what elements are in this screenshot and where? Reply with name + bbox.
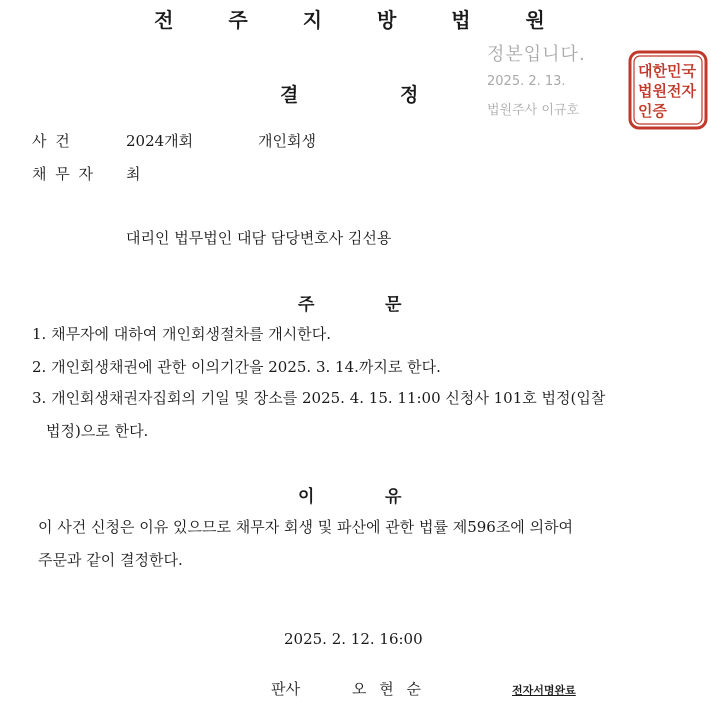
electronic-signature-note: 전자서명완료 <box>512 684 576 697</box>
court-seal-icon <box>628 50 708 130</box>
decision-date: 2025. 2. 12. 16:00 <box>284 630 423 648</box>
certified-copy-title: 정본입니다. <box>487 44 586 65</box>
reason-heading-left: 이 <box>298 487 315 507</box>
case-number: 2024개회 <box>126 132 194 150</box>
case-label: 사 건 <box>32 132 72 150</box>
svg-text:인증: 인증 <box>638 102 667 120</box>
doc-type-right: 정 <box>400 84 419 106</box>
judge-title: 판사 <box>271 680 300 698</box>
court-name: 전 주 지 방 법 원 <box>154 8 569 32</box>
judge-name: 오 현 순 <box>352 680 426 698</box>
reason-line-2: 주문과 같이 결정한다. <box>38 551 183 569</box>
svg-text:법원전자: 법원전자 <box>638 82 696 100</box>
order-heading-left: 주 <box>298 295 315 315</box>
certified-copy-clerk: 법원주사 이규호 <box>487 103 580 118</box>
order-item-1: 1. 채무자에 대하여 개인회생절차를 개시한다. <box>32 325 331 343</box>
case-name: 개인회생 <box>258 132 316 150</box>
debtor-label: 채 무 자 <box>32 165 96 183</box>
order-heading-right: 문 <box>385 295 402 315</box>
doc-type-left: 결 <box>280 84 299 106</box>
order-item-3-line-1: 3. 개인회생채권자집회의 기일 및 장소를 2025. 4. 15. 11:00 신청사 101호 법정(입찰 <box>32 389 606 407</box>
certified-copy-stamp <box>487 40 586 118</box>
svg-text:대한민국: 대한민국 <box>638 62 696 80</box>
debtor-name: 최 <box>126 165 141 183</box>
order-item-3-line-2: 법정)으로 한다. <box>46 422 149 440</box>
order-item-2: 2. 개인회생채권에 관한 이의기간을 2025. 3. 14.까지로 한다. <box>32 358 441 376</box>
reason-heading-right: 유 <box>385 487 402 507</box>
reason-line-1: 이 사건 신청은 이유 있으므로 채무자 회생 및 파산에 관한 법률 제596조에 의하여 <box>38 518 574 536</box>
agent-line: 대리인 법무법인 대담 담당변호사 김선용 <box>126 229 392 247</box>
certified-copy-date: 2025. 2. 13. <box>487 74 566 89</box>
